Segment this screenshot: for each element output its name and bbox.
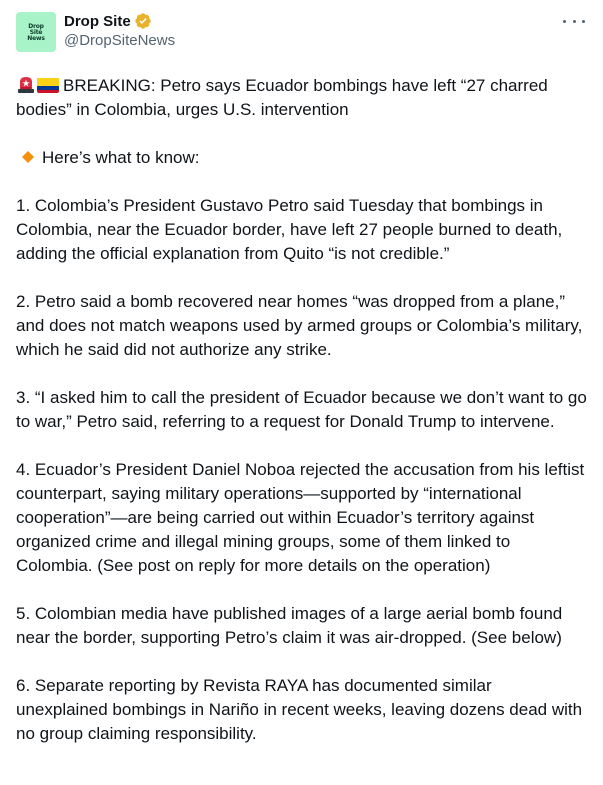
avatar-text-line: Site [29,28,43,36]
tweet-intro-paragraph [16,146,587,170]
tweet-header [16,10,587,58]
orange-diamond-icon [21,150,35,164]
colombia-flag-icon [37,77,59,93]
tweet-headline: BREAKING: Petro says Ecuador bombings have left “27 charred bodies” in Colombia, urges U.S. intervention [16,76,548,119]
author-handle[interactable]: @DropSiteNews [64,32,176,49]
tweet-point: 1. Colombia’s President Gustavo Petro said Tuesday that bombings in Colombia, near the Ecuador border, have left 27 people burned to death, adding the official explanation from Quito “is not credible.” [16,196,563,263]
tweet-headline-paragraph [16,74,587,122]
display-name[interactable]: Drop Site [64,12,131,30]
avatar-text-line: Drop [28,22,44,30]
avatar[interactable] [16,12,56,52]
tweet-point: 4. Ecuador’s President Daniel Noboa rejected the accusation from his leftist counterpart, saying military operations—supported by “international cooperation”—are being carried out within Ecuador’s territory against organized crime and illegal mining groups, some of them linked to Colombia. (See post on reply for more details on the operation) [16,460,585,575]
siren-emoji-icon [16,74,36,94]
more-options-icon[interactable] [563,12,585,30]
tweet-body [16,74,587,746]
tweet-intro: Here’s what to know: [42,148,200,167]
avatar-text-line: News [27,34,45,42]
tweet-point: 6. Separate reporting by Revista RAYA has documented similar unexplained bombings in Nariño in recent weeks, leaving dozens dead with no group claiming responsibility. [16,676,583,743]
name-row [64,11,175,31]
tweet-point: 2. Petro said a bomb recovered near homes “was dropped from a plane,” and does not match weapons used by armed groups or Colombia’s military, which he said did not authorize any strike. [16,292,583,359]
verified-badge-icon[interactable] [134,12,152,30]
tweet-point: 3. “I asked him to call the president of Ecuador because we don’t want to go to war,” Petro said, referring to a request for Donald Trump to intervene. [16,388,587,431]
tweet-point: 5. Colombian media have published images of a large aerial bomb found near the border, supporting Petro’s claim it was air-dropped. (See below) [16,604,563,647]
author-identity [64,11,175,51]
